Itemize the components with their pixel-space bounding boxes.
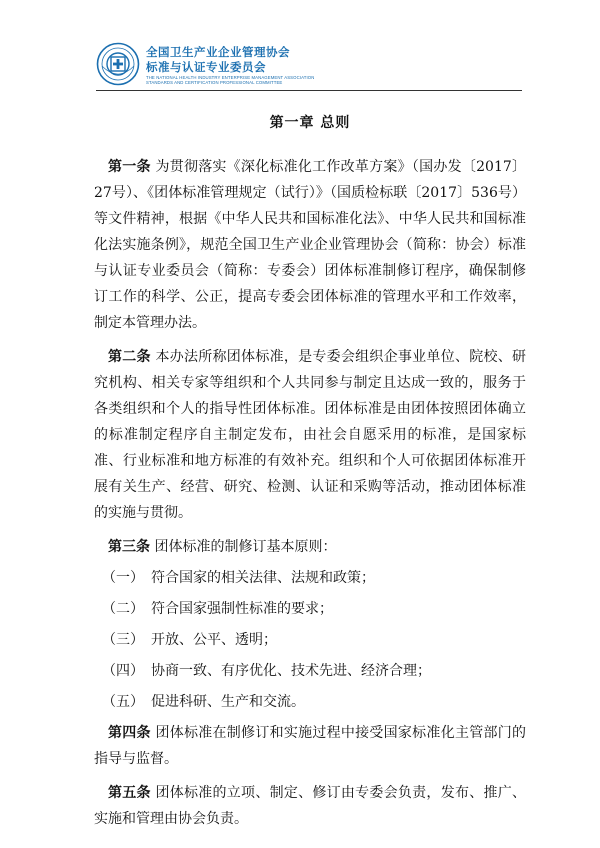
org-committee-name: 标准与认证专业委员会	[146, 60, 266, 74]
article-text: 为贯彻落实《深化标准化工作改革方案》（国办发〔2017〕27号）、《团体标准管理规定（试行）》（国质检标联〔2017〕536号）等文件精神，根据《中华人民共和国标准化法》、中华人民共和国标准化法实施条例》，规范全国卫生产业企业管理协会（简称：协会）标准与认证专业委员会（简称：专委会）团体标准制修订程序，确保制修订工作的科学、公正，提高专委会团体标准的管理水平和工作效率，制定本管理办法。	[94, 159, 527, 331]
article-label: 第五条	[108, 785, 151, 801]
article-text: 团体标准在制修订和实施过程中接受国家标准化主管部门的指导与监督。	[94, 725, 526, 767]
article-5	[94, 780, 526, 832]
article-text: 团体标准的制修订基本原则：	[150, 539, 337, 555]
article-4	[94, 720, 526, 772]
article-1	[94, 154, 526, 336]
association-emblem-icon	[96, 42, 140, 86]
org-name-english: THE NATIONAL HEALTH INDUSTRY ENTERPRISE MANAGEMENT ASSOCIATION	[146, 75, 315, 80]
article-2	[94, 344, 526, 526]
document-body	[94, 112, 526, 840]
chapter-title: 第一章 总则	[269, 115, 351, 131]
article-label: 第二条	[108, 349, 151, 365]
list-item: （二） 符合国家强制性标准的要求；	[102, 601, 333, 617]
article-text: 团体标准的立项、制定、修订由专委会负责，发布、推广、实施和管理由协会负责。	[94, 785, 526, 827]
article-label: 第四条	[108, 725, 151, 741]
list-item: （四） 协商一致、有序优化、技术先进、经济合理；	[102, 663, 431, 679]
article-label: 第三条	[108, 539, 150, 555]
org-committee-english: STANDARDS AND CERTIFICATION PROFESSIONAL COMMITTEE	[146, 80, 283, 85]
list-item: （三） 开放、公平、透明；	[102, 632, 277, 648]
article-label: 第一条	[108, 159, 151, 175]
article-3	[94, 534, 526, 560]
header-divider	[96, 90, 522, 91]
org-name: 全国卫生产业企业管理协会	[146, 45, 290, 59]
list-item: （一） 符合国家的相关法律、法规和政策；	[102, 570, 375, 586]
list-item: （五） 促进科研、生产和交流。	[102, 694, 305, 710]
article-text: 本办法所称团体标准，是专委会组织企事业单位、院校、研究机构、相关专家等组织和个人共同参与制定且达成一致的，服务于各类组织和个人的指导性团体标准。团体标准是由团体按照团体确立的标准制定程序自主制定发布，由社会自愿采用的标准，是国家标准、行业标准和地方标准的有效补充。组织和个人可依据团体标准开展有关生产、经营、研究、检测、认证和采购等活动，推动团体标准的实施与贯彻。	[94, 349, 526, 521]
page-header	[96, 38, 526, 90]
